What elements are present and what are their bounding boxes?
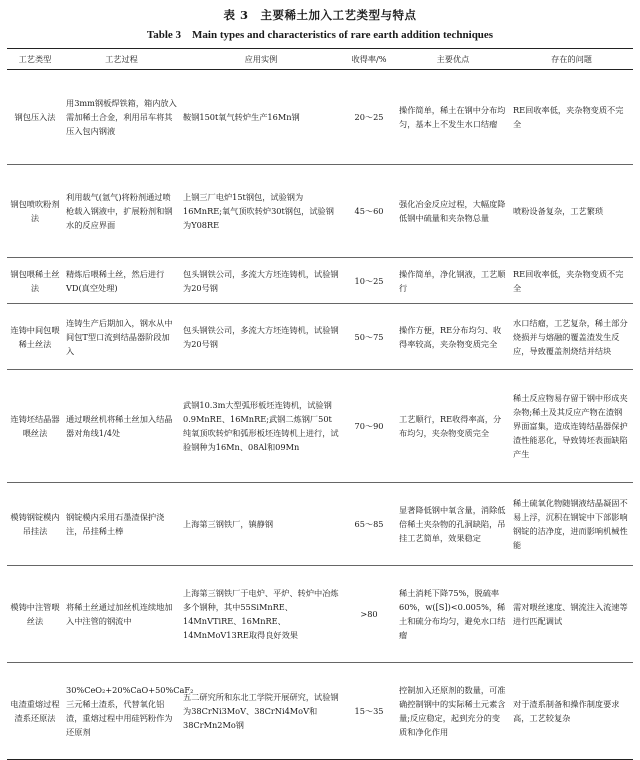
cell-yield: 10～25 [342, 258, 396, 304]
cell-process-steps: 精炼后喂稀土丝，然后进行VD(真空处理) [63, 258, 180, 304]
cell-application: 五二研究所和东北工学院开展研究，试验钢为38CrNi3MoV、38CrNi4MoV和38CrMn2Mo钢 [180, 663, 342, 760]
header-process-type: 工艺类型 [7, 49, 63, 70]
table-row [7, 70, 633, 165]
cell-yield: 20～25 [342, 70, 396, 165]
cell-process-type: 钢包压入法 [7, 70, 63, 165]
table-row [7, 663, 633, 760]
table-header-row [7, 49, 633, 70]
table-row [7, 258, 633, 304]
cell-problems: RE回收率低，夹杂物变质不完全 [510, 258, 633, 304]
cell-process-type: 模铸钢锭模内吊挂法 [7, 483, 63, 566]
header-advantages: 主要优点 [396, 49, 510, 70]
cell-problems: 对于渣系制备和操作制度要求高，工艺较复杂 [510, 663, 633, 760]
table-row [7, 370, 633, 483]
cell-process-type: 连铸坯结晶器喂丝法 [7, 370, 63, 483]
cell-problems: 稀土硫氧化物随钢液结晶凝固不易上浮，沉积在钢锭中下部影响钢锭的洁净度，进而影响机械性能 [510, 483, 633, 566]
cell-process-type: 电渣重熔过程渣系还原法 [7, 663, 63, 760]
table-caption-en: Table 3 Main types and characteristics of rare earth addition techniques [146, 29, 494, 41]
cell-application: 上钢三厂电炉15t钢包，试验钢为16MnRE;氧气顶吹转炉30t钢包，试验钢为Y08RE [180, 165, 342, 258]
cell-problems: 稀土反应物易存留于钢中形成夹杂物;稀土及其反应产物在渣钢界面富集，造成连铸结晶器保护渣性能恶化，导致铸坯表面缺陷产生 [510, 370, 633, 483]
cell-advantages: 控制加入还原剂的数量，可准确控制钢中的实际稀土元素含量;反应稳定，起到充分的变质和净化作用 [396, 663, 510, 760]
cell-process-steps: 用3mm钢板焊铁箱，箱内放入需加稀土合金，利用吊车将其压入包内钢液 [63, 70, 180, 165]
cell-application: 武钢10.3m大型弧形板坯连铸机，试验钢0.9MnRE、16MnRE;武钢二炼钢厂50t纯氧顶吹转炉和弧形板坯连铸机上进行，试验钢种为16Mn、08Al和09Mn [180, 370, 342, 483]
cell-process-steps: 钢锭模内采用石墨渣保护浇注，吊挂稀土棒 [63, 483, 180, 566]
cell-advantages: 稀土消耗下降75%，脱硫率60%，w([S])<0.005%，稀土和硫分布均匀，避免水口结瘤 [396, 566, 510, 663]
cell-advantages: 强化冶金反应过程，大幅度降低钢中硫量和夹杂物总量 [396, 165, 510, 258]
header-process-steps: 工艺过程 [63, 49, 180, 70]
cell-process-type: 钢包喷吹粉剂法 [7, 165, 63, 258]
header-problems: 存在的问题 [510, 49, 633, 70]
table-caption-cn: 表 3 主要稀土加入工艺类型与特点 [223, 8, 417, 22]
cell-process-steps: 通过喂丝机将稀土丝加入结晶器对角线1/4处 [63, 370, 180, 483]
cell-yield: 65～85 [342, 483, 396, 566]
cell-yield: 45～60 [342, 165, 396, 258]
cell-process-steps: 30%CeO₂+20%CaO+50%CaF₂三元稀土渣系，代替氧化铝渣，重熔过程中用硅钙粉作为还原剂 [63, 663, 180, 760]
cell-application: 包头钢铁公司，多流大方坯连铸机，试验钢为20号钢 [180, 304, 342, 370]
cell-advantages: 显著降低钢中氧含量，消除低倍稀土夹杂物的孔洞缺陷，吊挂工艺简单，效果稳定 [396, 483, 510, 566]
cell-application: 上海第三钢铁厂于电炉、平炉、转炉中冶炼多个钢种，其中55SiMnRE、14MnVTiRE、16MnRE、14MnMoV13RE取得良好效果 [180, 566, 342, 663]
table-row [7, 566, 633, 663]
cell-yield: 70～90 [342, 370, 396, 483]
cell-advantages: 操作简单，稀土在钢中分布均匀，基本上不发生水口结瘤 [396, 70, 510, 165]
cell-yield: >80 [342, 566, 396, 663]
header-application: 应用实例 [180, 49, 342, 70]
cell-process-type: 钢包喂稀土丝法 [7, 258, 63, 304]
table-row [7, 304, 633, 370]
table-row [7, 165, 633, 258]
cell-problems: 水口结瘤，工艺复杂，稀土部分烧损并与熔融的覆盖渣发生反应，导致覆盖剂烧结并结块 [510, 304, 633, 370]
header-yield: 收得率/% [342, 49, 396, 70]
cell-application: 鞍钢150t氧气转炉生产16Mn钢 [180, 70, 342, 165]
cell-process-type: 模铸中注管喂丝法 [7, 566, 63, 663]
cell-advantages: 工艺顺行，RE收得率高，分布均匀，夹杂物变质完全 [396, 370, 510, 483]
cell-yield: 50～75 [342, 304, 396, 370]
cell-application: 上海第三钢铁厂，镇静钢 [180, 483, 342, 566]
cell-advantages: 操作简单，净化钢液，工艺顺行 [396, 258, 510, 304]
cell-advantages: 操作方便，RE分布均匀、收得率较高，夹杂物变质完全 [396, 304, 510, 370]
cell-problems: RE回收率低，夹杂物变质不完全 [510, 70, 633, 165]
cell-yield: 15～35 [342, 663, 396, 760]
table-row [7, 483, 633, 566]
process-table [7, 48, 633, 760]
cell-process-steps: 利用载气(氩气)将粉剂通过喷枪载入钢液中，扩展粉剂和钢水的反应界面 [63, 165, 180, 258]
cell-application: 包头钢铁公司，多流大方坯连铸机，试验钢为20号钢 [180, 258, 342, 304]
cell-process-steps: 连铸生产后期加入，钢水从中间包T型口流到结晶器阶段加入 [63, 304, 180, 370]
cell-process-type: 连铸中间包喂稀土丝法 [7, 304, 63, 370]
cell-problems: 喷粉设备复杂，工艺繁琐 [510, 165, 633, 258]
cell-problems: 需对喂丝速度、钢流注入流速等进行匹配调试 [510, 566, 633, 663]
cell-process-steps: 将稀土丝通过加丝机连续地加入中注管的钢流中 [63, 566, 180, 663]
